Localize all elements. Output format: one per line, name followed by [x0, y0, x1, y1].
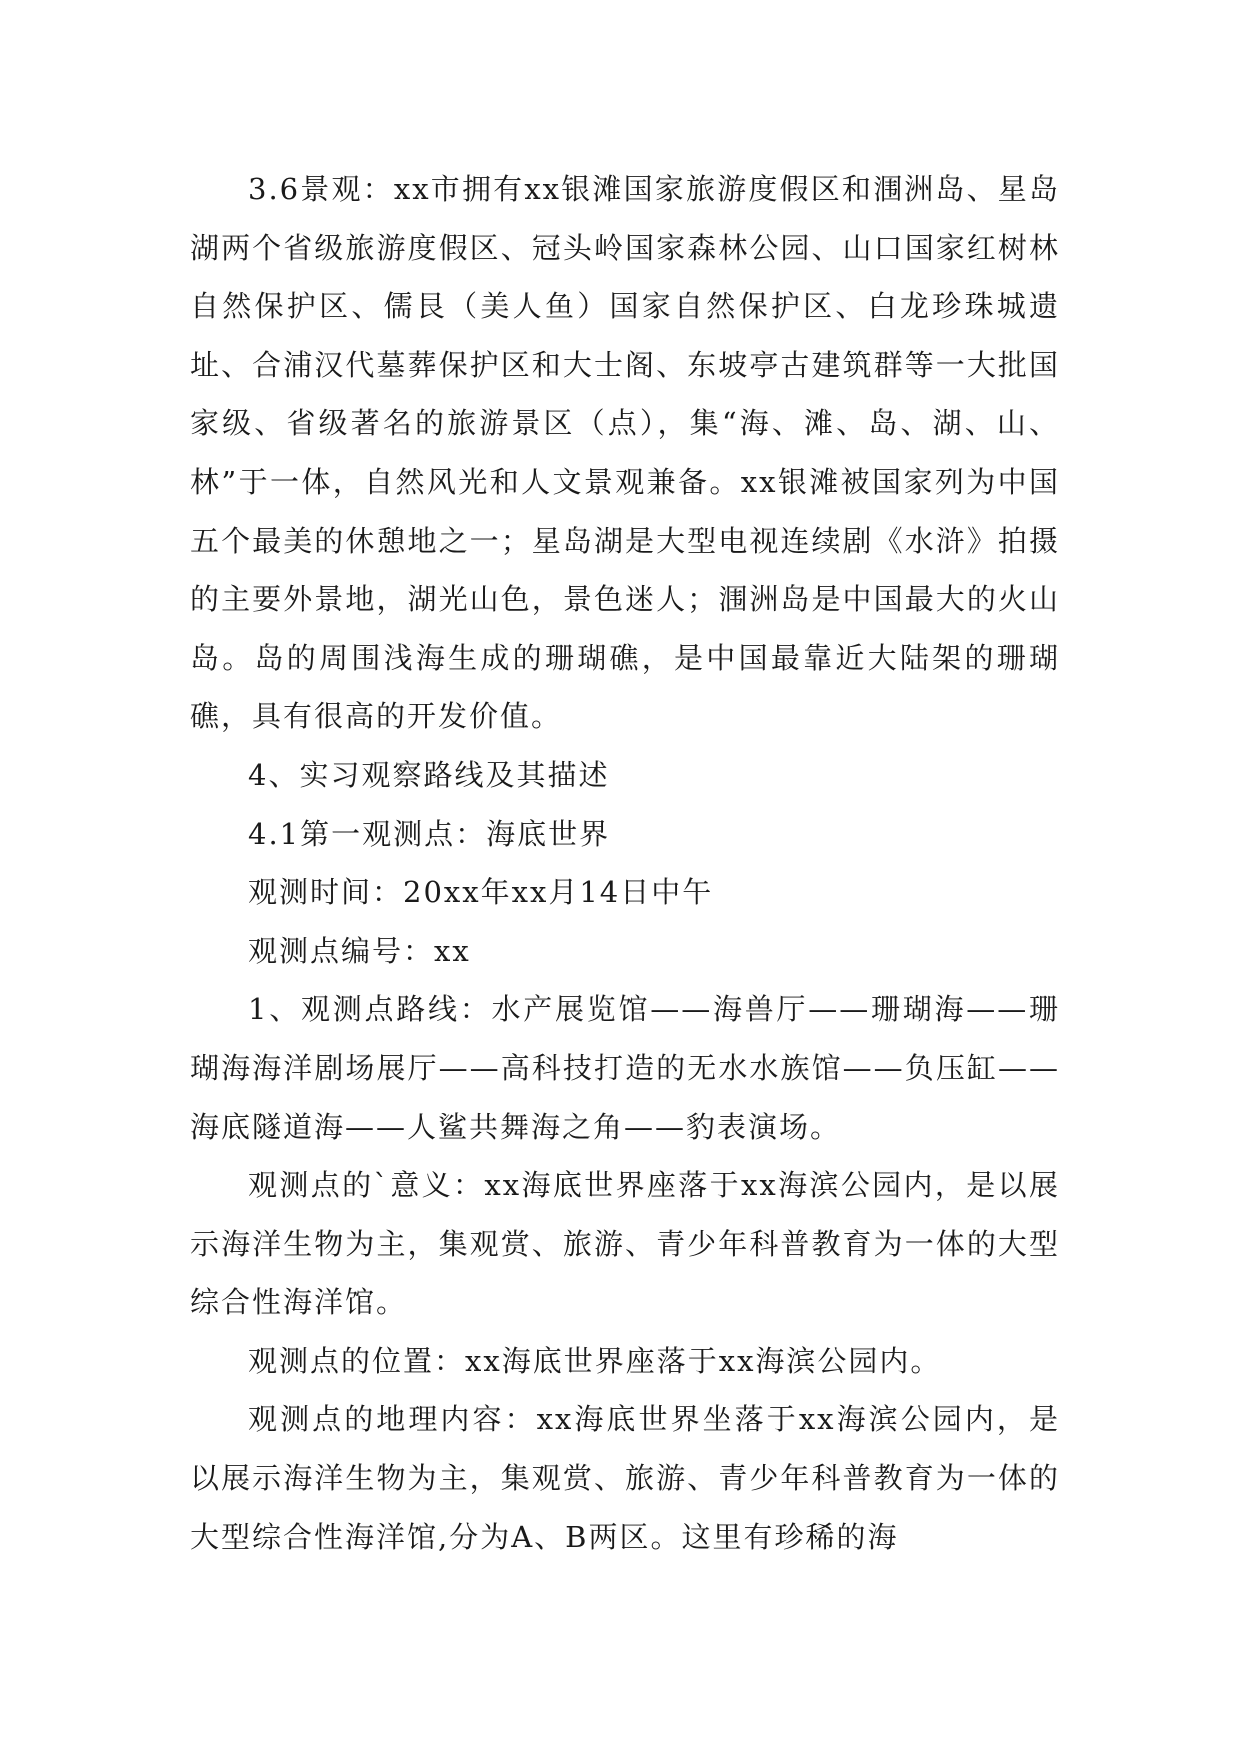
subsection-heading-first-point: 4.1第一观测点：海底世界 — [248, 816, 611, 851]
observation-point-number: 观测点编号：xx — [248, 933, 471, 968]
document-body — [190, 160, 1060, 1566]
paragraph-location: 观测点的位置：xx海底世界座落于xx海滨公园内。 — [248, 1343, 942, 1378]
section-heading-route: 4、实习观察路线及其描述 — [248, 757, 610, 792]
paragraph-scenery: 3.6景观：xx市拥有xx银滩国家旅游度假区和涠洲岛、星岛湖两个省级旅游度假区、冠头岭国家森林公园、山口国家红树林自然保护区、儒艮（美人鱼）国家自然保护区、白龙珍珠城遗址、合浦汉代墓葬保护区和大士阁、东坡亭古建筑群等一大批国家级、省级著名的旅游景区（点），集“海、滩、岛、湖、山、林”于一体，自然风光和人文景观兼备。xx银滩被国家列为中国五个最美的休憩地之一；星岛湖是大型电视连续剧《水浒》拍摄的主要外景地，湖光山色，景色迷人；涠洲岛是中国最大的火山岛。岛的周围浅海生成的珊瑚礁，是中国最靠近大陆架的珊瑚礁，具有很高的开发价值。 — [190, 172, 1060, 734]
paragraph-significance: 观测点的`意义：xx海底世界座落于xx海滨公园内，是以展示海洋生物为主，集观赏、旅游、青少年科普教育为一体的大型综合性海洋馆。 — [190, 1168, 1060, 1320]
paragraph-route: 1、观测点路线：水产展览馆——海兽厅——珊瑚海——珊瑚海海洋剧场展厅——高科技打造的无水水族馆——负压缸——海底隧道海——人鲨共舞海之角——豹表演场。 — [190, 992, 1060, 1144]
observation-time: 观测时间：20xx年xx月14日中午 — [248, 875, 714, 910]
paragraph-geographic-content: 观测点的地理内容：xx海底世界坐落于xx海滨公园内，是以展示海洋生物为主，集观赏、旅游、青少年科普教育为一体的大型综合性海洋馆,分为A、B两区。这里有珍稀的海 — [190, 1402, 1060, 1554]
